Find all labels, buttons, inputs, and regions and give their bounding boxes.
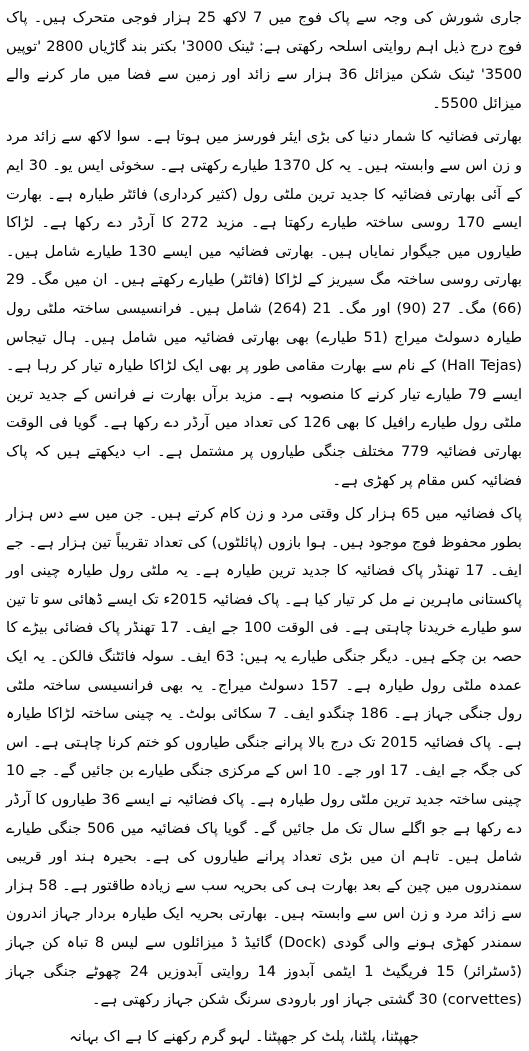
paragraph-indian-air-force: بھارتی فضائیہ کا شمار دنیا کی بڑی ایئر فورسز میں ہوتا ہے۔ سوا لاکھ سے زائد مرد و زن اس سے وابستہ ہیں۔ یہ کل 1370 طیارے رکھتی ہے۔ سخوئی ایس یو۔ 30 ایم کے آئی بھارتی فضائیہ کا جدید ترین ملٹی رول (کثیر کرداری) فائٹر طیارہ ہے۔ بھارت ایسے 170 روسی ساختہ طیارے رکھتا ہے۔ مزید 272 کا آرڈر دے رکھا ہے۔ لڑاکا طیاروں میں جیگوار نمایاں ہیں۔ بھارتی فضائیہ میں ایسے 130 طیارے شامل ہیں۔ بھارتی روسی ساختہ مگ سیریز کے لڑاکا (فائٹر) طیارے رکھتے ہیں۔ ان میں مگ۔ 29 (66) مگ۔ 27 (90) اور مگ۔ 21 (264) شامل ہیں۔ فرانسیسی ساختہ ملٹی رول طیارہ دسولٹ میراج (51 طیارے) بھی بھارتی فضائیہ میں شامل ہیں۔ ہال تیجاس (Hall Tejas) کے نام سے بھارت مقامی طور پر بھی ایک لڑاکا طیارہ تیار کر رہا ہے۔ ایسے 79 طیارے تیار کرنے کا منصوبہ ہے۔ مزید برآں بھارت نے فرانس کے جدید ترین ملٹی رول طیارے رافیل کا بھی 126 کی تعداد میں آرڈر دے رکھا ہے۔ گویا فی الوقت بھارتی فضائیہ 779 مختلف جنگی طیاروں پر مشتمل ہے۔ اب دیکھتے ہیں کہ پاک فضائیہ کس مقام پر کھڑی ہے۔ bbox=[6, 128, 523, 489]
closing-verse: جھپٹنا، پلٹنا، پلٹ کر جھپٹنا۔ لہو گرم رکھنے کا ہے اک بہانہ bbox=[69, 1027, 419, 1045]
paragraph-pakistan-army-arsenal: جاری شورش کی وجہ سے پاک فوج میں 7 لاکھ 25 ہزار فوجی متحرک ہیں۔ پاک فوج درج ذیل اہم روایتی اسلحہ رکھتی ہے: ٹینک 3000' بکتر بند گاڑیاں 2800 'توپیں 3500' ٹینک شکن میزائل 36 ہزار سے زائد اور زمین سے فضا میں مار کرنے والے میزائل 5500۔ bbox=[6, 9, 523, 112]
article-page bbox=[6, 4, 523, 1045]
paragraph-pakistan-air-force-and-indian-navy: پاک فضائیہ میں 65 ہزار کل وقتی مرد و زن کام کرتے ہیں۔ جن میں سے دس ہزار بطور محفوظ فوج موجود ہیں۔ ہوا بازوں (پائلٹوں) کی تعداد تقریباً تین ہزار ہے۔ جے ایف۔ 17 تھنڈر پاک فضائیہ کا جدید ترین طیارہ ہے۔ یہ ملٹی رول طیارہ چینی اور پاکستانی ماہرین نے مل کر تیار کیا ہے۔ پاک فضائیہ 2015ء تک ایسے ڈھائی سو تا تین سو طیارے خریدنا چاہتی ہے۔ فی الوقت 100 جے ایف۔ 17 تھنڈر پاک فضائی بیڑے کا حصہ بن چکے ہیں۔ دیگر جنگی طیارے یہ ہیں: 63 ایف۔ سولہ فائٹنگ فالکن۔ یہ ایک عمدہ ملٹی رول طیارہ ہے۔ 157 دسولٹ میراج۔ یہ بھی فرانسیسی ساختہ ملٹی رول جنگی جہاز ہے۔ 186 چنگدو ایف۔ 7 سکائی بولٹ۔ یہ چینی ساختہ لڑاکا طیارہ ہے۔ پاک فضائیہ 2015 تک درج بالا پرانے جنگی طیاروں کو ختم کرنا چاہتی ہے۔ اس کی جگہ جے ایف۔ 17 اور جے۔ 10 اس کے مرکزی جنگی طیارے بن جائیں گے۔ جے 10 چینی ساختہ جدید ترین ملٹی رول طیارہ ہے۔ پاک فضائیہ نے ایسے 36 طیاروں کا آرڈر دے رکھا ہے جو اگلے سال تک مل جائیں گے۔ گویا پاک فضائیہ میں 506 جنگی طیارے شامل ہیں۔ تاہم ان میں بڑی تعداد پرانے طیاروں کی ہے۔ بحیرہ ہند اور قریبی سمندروں میں چین کے بعد بھارت ہی کی بحریہ سب سے زیادہ طاقتور ہے۔ 58 ہزار سے زائد مرد و زن اس سے وابستہ ہیں۔ بھارتی بحریہ ایک طیارہ بردار جہاز اندرون سمندر کھڑی ہونے والی گودی (Dock) گائیڈ ڈ میزائلوں سے لیس 8 تباہ کن جہاز (ڈسٹرائر) 15 فریگیٹ 1 ایٹمی آبدوز 14 روایتی آبدوزیں 24 چھوٹے جنگی جہاز (corvettes) 30 گشتی جہاز اور بارودی سرنگ شکن جہاز رکھتی ہے۔ bbox=[6, 505, 523, 1009]
